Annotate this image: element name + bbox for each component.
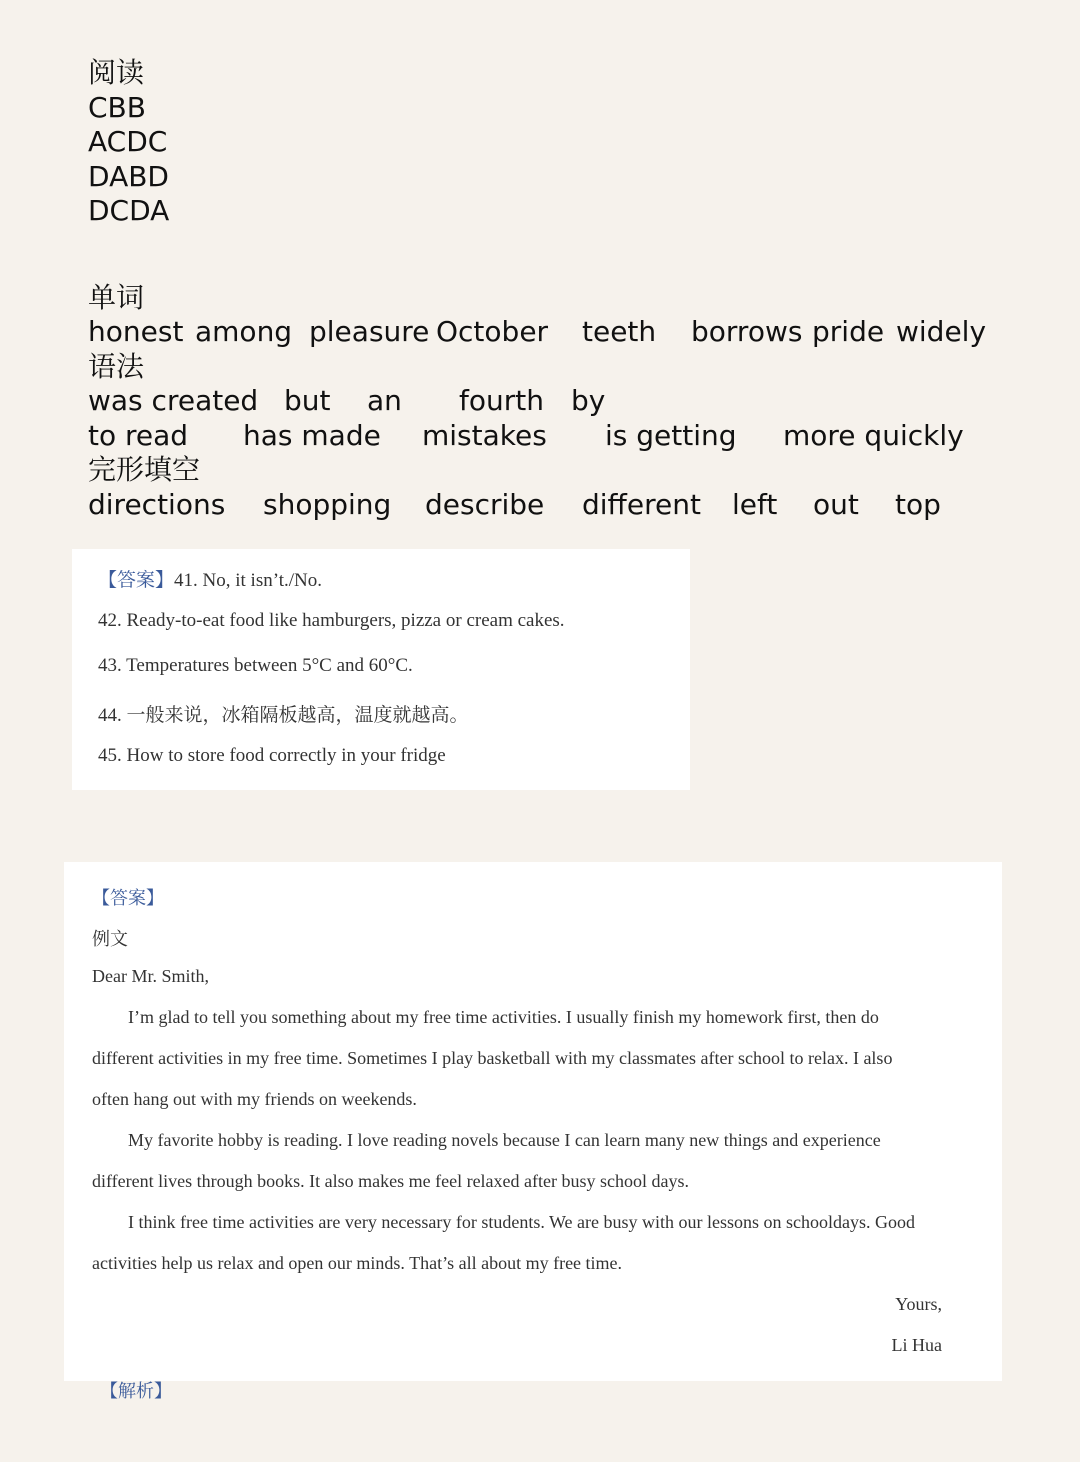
vocab-word: October xyxy=(436,315,549,348)
grammar-title: 语法 xyxy=(88,349,145,383)
essay-signature: Li Hua xyxy=(891,1335,942,1355)
reading-answer: CBB xyxy=(88,90,146,124)
cloze-answer: describe xyxy=(425,487,545,521)
answer-card xyxy=(72,549,690,790)
answer-tag: 【答案】 xyxy=(98,570,175,591)
essay-line: often hang out with my friends on weekends. xyxy=(92,1089,417,1109)
grammar-answer: an xyxy=(367,384,402,417)
reading-answer: DCDA xyxy=(88,194,170,227)
vocab-word: borrows xyxy=(691,315,803,348)
vocab-word: pride xyxy=(812,315,885,348)
grammar-answer: is getting xyxy=(605,418,737,452)
answer-notes xyxy=(88,56,987,522)
essay-label: 例文 xyxy=(92,929,128,949)
essay-tag: 【答案】 xyxy=(92,888,164,908)
vocab-word: among xyxy=(195,315,293,348)
answer-item: 42. Ready-to-eat food like hamburgers, pizza or cream cakes. xyxy=(98,610,565,631)
grammar-answer: mistakes xyxy=(422,418,547,452)
cloze-answer: directions xyxy=(88,487,226,521)
cloze-answer: out xyxy=(813,487,859,521)
grammar-row xyxy=(88,418,964,454)
grammar-answer: but xyxy=(284,384,331,417)
essay-line: different activities in my free time. Sometimes I play basketball with my classmates after school to relax. I also xyxy=(92,1048,893,1068)
grammar-row xyxy=(88,384,606,419)
essay-line: different lives through books. It also makes me feel relaxed after busy school days. xyxy=(92,1171,689,1191)
vocab-row xyxy=(88,315,987,350)
cloze-answer: left xyxy=(732,487,778,521)
essay-closing: Yours, xyxy=(895,1294,942,1314)
cloze-row xyxy=(88,487,941,523)
cloze-answer: different xyxy=(582,487,701,521)
essay-salutation: Dear Mr. Smith, xyxy=(92,966,209,986)
cloze-title: 完形填空 xyxy=(88,453,201,486)
vocab-word: widely xyxy=(896,315,987,348)
essay-line: My favorite hobby is reading. I love reading novels because I can learn many new things and experience xyxy=(128,1130,881,1150)
answer-item: 44. 一般来说，冰箱隔板越高，温度就越高。 xyxy=(98,705,469,726)
essay-line: I think free time activities are very necessary for students. We are busy with our lessons on schooldays. Good xyxy=(128,1212,916,1232)
grammar-answer: has made xyxy=(243,418,381,452)
cloze-answer: shopping xyxy=(263,487,392,521)
grammar-answer: more quickly xyxy=(783,418,964,452)
reading-title: 阅读 xyxy=(88,56,145,89)
vocab-word: teeth xyxy=(582,315,657,348)
grammar-answer: was created xyxy=(88,384,259,417)
grammar-answer: to read xyxy=(88,418,189,452)
answer-item: 45. How to store food correctly in your fridge xyxy=(98,745,446,766)
cloze-answer: top xyxy=(895,487,941,521)
essay-line: activities help us relax and open our minds. That’s all about my free time. xyxy=(92,1253,623,1273)
answer-item: 【答案】41. No, it isn’t./No. xyxy=(98,570,322,591)
cut-off-tag: 【解析】 xyxy=(100,1381,172,1401)
essay-card xyxy=(64,862,1002,1401)
vocab-word: honest xyxy=(88,315,184,348)
vocab-word: pleasure xyxy=(309,315,430,348)
grammar-answer: by xyxy=(571,384,606,417)
reading-answer: ACDC xyxy=(88,125,168,158)
answer-item: 43. Temperatures between 5°C and 60°C. xyxy=(98,655,413,676)
grammar-answer: fourth xyxy=(459,384,544,417)
reading-answer: DABD xyxy=(88,159,169,193)
essay-line: I’m glad to tell you something about my free time activities. I usually finish my homework first, then do xyxy=(128,1007,879,1027)
vocab-title: 单词 xyxy=(88,280,145,314)
